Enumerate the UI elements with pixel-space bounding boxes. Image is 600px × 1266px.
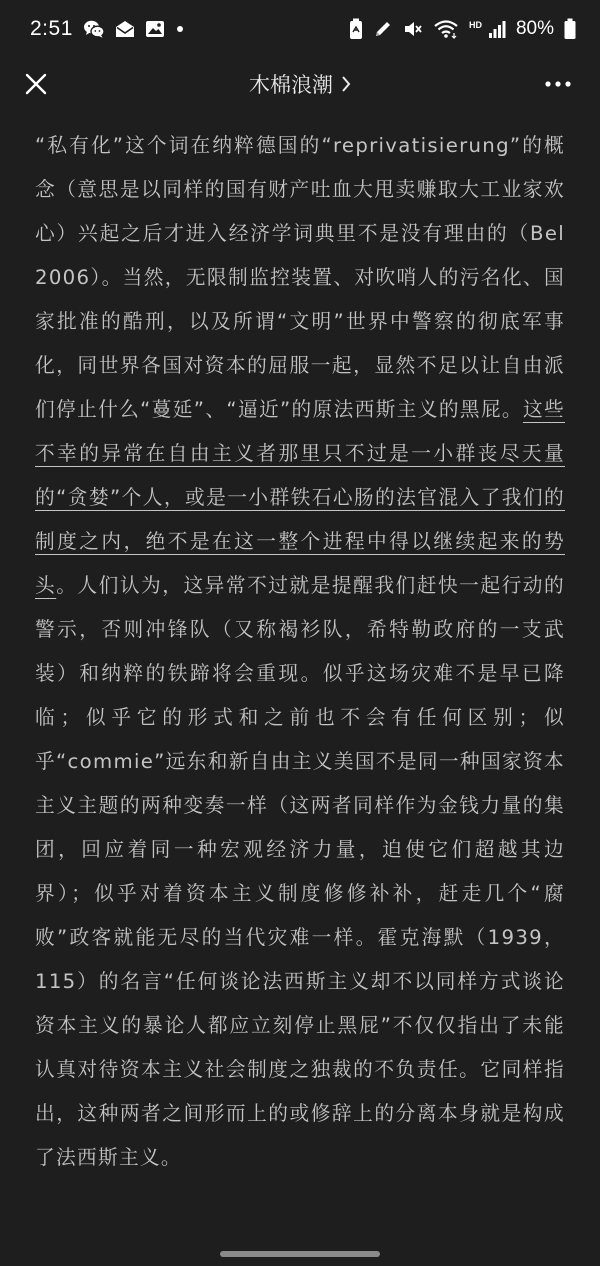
mute-icon [403,19,423,39]
status-time: 2:51 [30,17,73,40]
account-title-link[interactable] [249,69,351,99]
more-icon [544,80,572,88]
home-indicator[interactable] [220,1251,380,1257]
close-button[interactable] [18,66,54,102]
hd-label: HD [468,20,482,30]
more-button[interactable] [540,66,576,102]
article-text-part2: 。人们认为，这异常不过就是提醒我们赶快一起行动的警示，否则冲锋队（又称褐衫队，希特勒政府的一支武装）和纳粹的铁蹄将会重现。似乎这场灾难不是早已降临；似乎它的形式和之前也不会有任何区别；似乎“commie”远东和新自由主义美国不是同一种国家资本主义主题的两种变奏一样（这两者同样作为金钱力量的集团，回应着同一种宏观经济力量，迫使它们超越其边界）；似乎对着资本主义制度修修补补，赶走几个“腐败”政客就能无尽的当代灾难一样。霍克海默（1939，115）的名言“任何谈论法西斯主义却不以同样方式谈论资本主义的暴论人都应立刻停止黑屁”不仅仅指出了未能认真对待资本主义社会制度之独裁的不负责任。它同样指出，这种两者之间形而上的或修辞上的分离本身就是构成了法西斯主义。 [35,574,565,1169]
wechat-icon [83,19,105,39]
wifi-icon [433,19,459,39]
nav-bar [0,58,600,110]
mail-icon [115,20,135,38]
pen-icon [373,19,393,39]
battery-percent: 80% [515,18,554,39]
article-paragraph [35,124,565,1180]
nav-title-container [0,69,600,99]
battery-saver-icon [349,18,363,40]
signal-icon [488,19,506,39]
article-text-part1: “私有化”这个词在纳粹德国的“reprivatisierung”的概念（意思是以同样的国有财产吐血大甩卖赚取大工业家欢心）兴起之后才进入经济学词典里不是没有理由的（Bel 2006）。当然，无限制监控装置、对吹哨人的污名化、国家批准的酷刑，以及所谓“文明”世界中警察的彻底军事化，同世界各国对资本的屈服一起，显然不足以让自由派们停止什么“蔓延”、“逼近”的原法西斯主义的黑屁。 [35,134,565,421]
chevron-right-icon [341,75,351,93]
battery-icon [564,18,576,40]
gallery-icon [145,20,165,38]
account-title: 木棉浪潮 [249,73,333,97]
status-bar-left [30,17,185,41]
status-bar-right [349,18,576,40]
close-icon [24,72,48,96]
article-underlined-text[interactable]: 这些不幸的异常在自由主义者那里只不过是一小群丧尽天量的“贪婪”个人，或是一小群铁石心肠的法官混入了我们的制度之内，绝不是在这一整个进程中得以继续起来的势头 [35,398,565,597]
dot-icon [175,24,185,34]
status-bar [0,0,600,58]
